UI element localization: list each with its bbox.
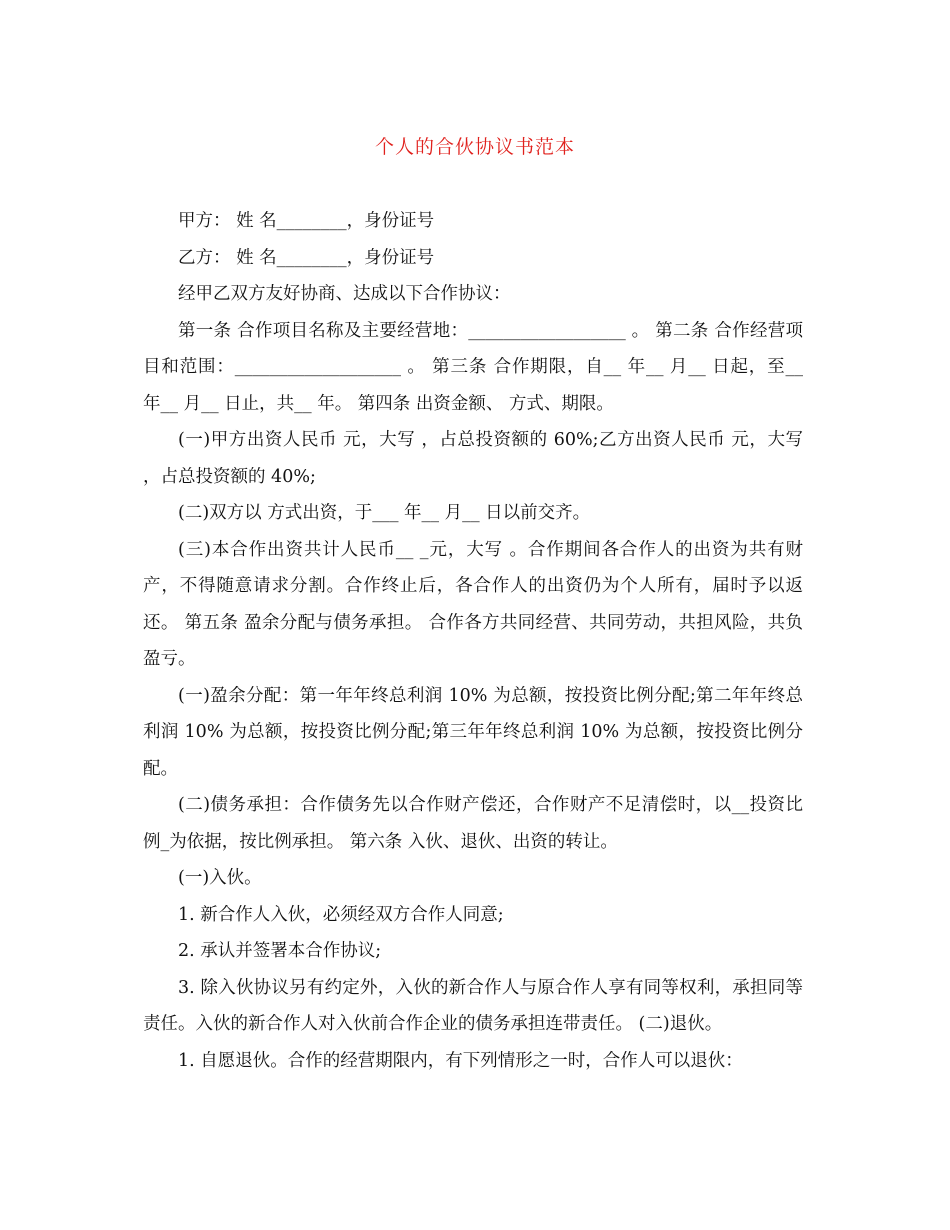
party-b-line: 乙方： 姓 名________，身份证号 (178, 247, 435, 268)
capital-clause-3: (三)本合作出资共计人民币__ _元，大写 。合作期间各合作人的出资为共有财产，不得随意请求分割。合作终止后，各合作人的出资仍为个人所有，届时予以返还。 第五条 盈余分配与债务承担。 合作各方共同经营、共同劳动，共担风险，共负盈亏。 (143, 539, 803, 669)
joining-item-1: 1. 新合作人入伙，必须经双方合作人同意; (178, 904, 504, 925)
article-1-4: 第一条 合作项目名称及主要经营地：__________________ 。 第二条 合作经营项目和范围：___________________ 。 第三条 合作期限，自__ 年__ 月__ 日起，至__ 年__ 月__ 日止，共__ 年。 第四条 出资金额、 方式、期限。 (143, 320, 803, 414)
document-title: 个人的合伙协议书范本 (374, 136, 575, 158)
debt-clause: (二)债务承担：合作债务先以合作财产偿还，合作财产不足清偿时，以__投资比例_为依据，按比例承担。 第六条 入伙、退伙、出资的转让。 (143, 795, 803, 852)
joining-item-2: 2. 承认并签署本合作协议; (178, 941, 382, 961)
agreement-intro: 经甲乙双方友好协商、达成以下合作协议： (178, 284, 511, 304)
profit-distribution-clause: (一)盈余分配：第一年年终总利润 10% 为总额，按投资比例分配;第二年年终总利润 10% 为总额，按投资比例分配;第三年年终总利润 10% 为总额，按投资比例分配。 (143, 685, 803, 779)
joining-heading: (一)入伙。 (178, 868, 262, 888)
joining-item-3: 3. 除入伙协议另有约定外，入伙的新合作人与原合作人享有同等权利，承担同等责任。入伙的新合作人对入伙前合作企业的债务承担连带责任。 (二)退伙。 (143, 977, 803, 1034)
capital-clause-2: (二)双方以 方式出资，于___ 年__ 月__ 日以前交齐。 (178, 503, 591, 523)
document-body (143, 203, 803, 1079)
party-a-line: 甲方： 姓 名________，身份证号 (178, 211, 435, 231)
withdrawal-item-1: 1. 自愿退伙。合作的经营期限内，有下列情形之一时，合作人可以退伙： (178, 1050, 743, 1071)
capital-clause-1: (一)甲方出资人民币 元，大写 ，占总投资额的 60%;乙方出资人民币 元，大写 ，占总投资额的 40%; (143, 430, 803, 487)
